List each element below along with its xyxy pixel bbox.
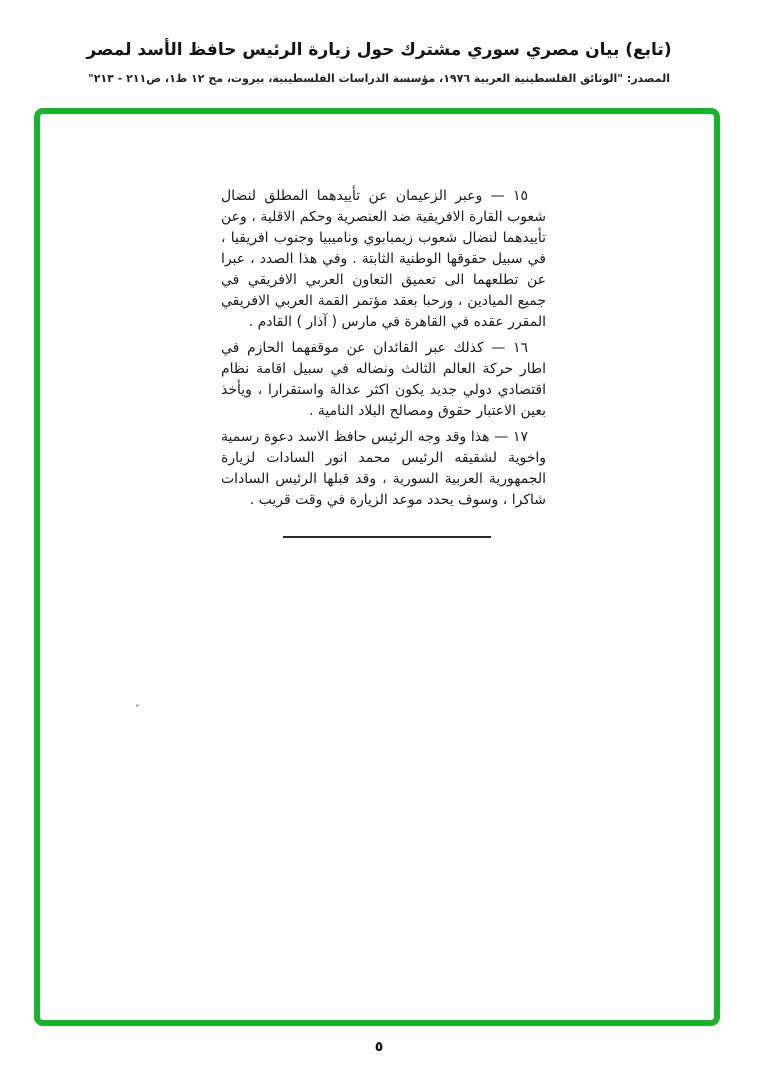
document-text-block <box>221 186 546 516</box>
section-divider <box>283 536 491 538</box>
page-number: ٥ <box>374 1039 384 1055</box>
source-citation: المصدر: "الوثائق الفلسطينية العربية ١٩٧٦، مؤسسة الدراسات الفلسطينية، بيروت، مج ١٢ ط١، ص٢١١ - ٢١٣" <box>87 72 671 85</box>
scan-artifact-speck <box>136 704 139 707</box>
paragraph-17: ١٧ — هذا وقد وجه الرئيس حافظ الاسد دعوة رسمية واخوية لشقيقه الرئيس محمد انور السادات لزيارة الجمهورية العربية السورية ، وقد قبلها الرئيس السادات شاكرا ، وسوف يحدد موعد الزيارة في وقت قريب . <box>221 429 546 508</box>
paragraph-15: ١٥ — وعبر الزعيمان عن تأييدهما المطلق لنضال شعوب القارة الافريقية ضد العنصرية وحكم الاقلية ، وعن تأييدهما لنضال شعوب زيمبابوي وناميبيا وجنوب افريقيا ، في سبيل حقوقها الوطنية الثابتة . وفي هذا الصدد ، عبرا عن تطلعهما الى تعميق التعاون العربي الافريقي في جميع الميادين ، ورحبا بعقد مؤتمر القمة العربي الافريقي المقرر عقده في القاهرة في مارس ( آذار ) القادم . <box>221 188 546 330</box>
document-title: (تابع) بيان مصري سوري مشترك حول زيارة الرئيس حافظ الأسد لمصر <box>86 40 672 60</box>
paragraph-16: ١٦ — كذلك عبر القائدان عن موقفهما الحازم في اطار حركة العالم الثالث ونضاله في سبيل اقامة نظام اقتصادي دولي جديد يكون اكثر عدالة واستقرارا ، ويأخذ بعين الاعتبار حقوق ومصالح البلاد النامية . <box>221 340 546 419</box>
